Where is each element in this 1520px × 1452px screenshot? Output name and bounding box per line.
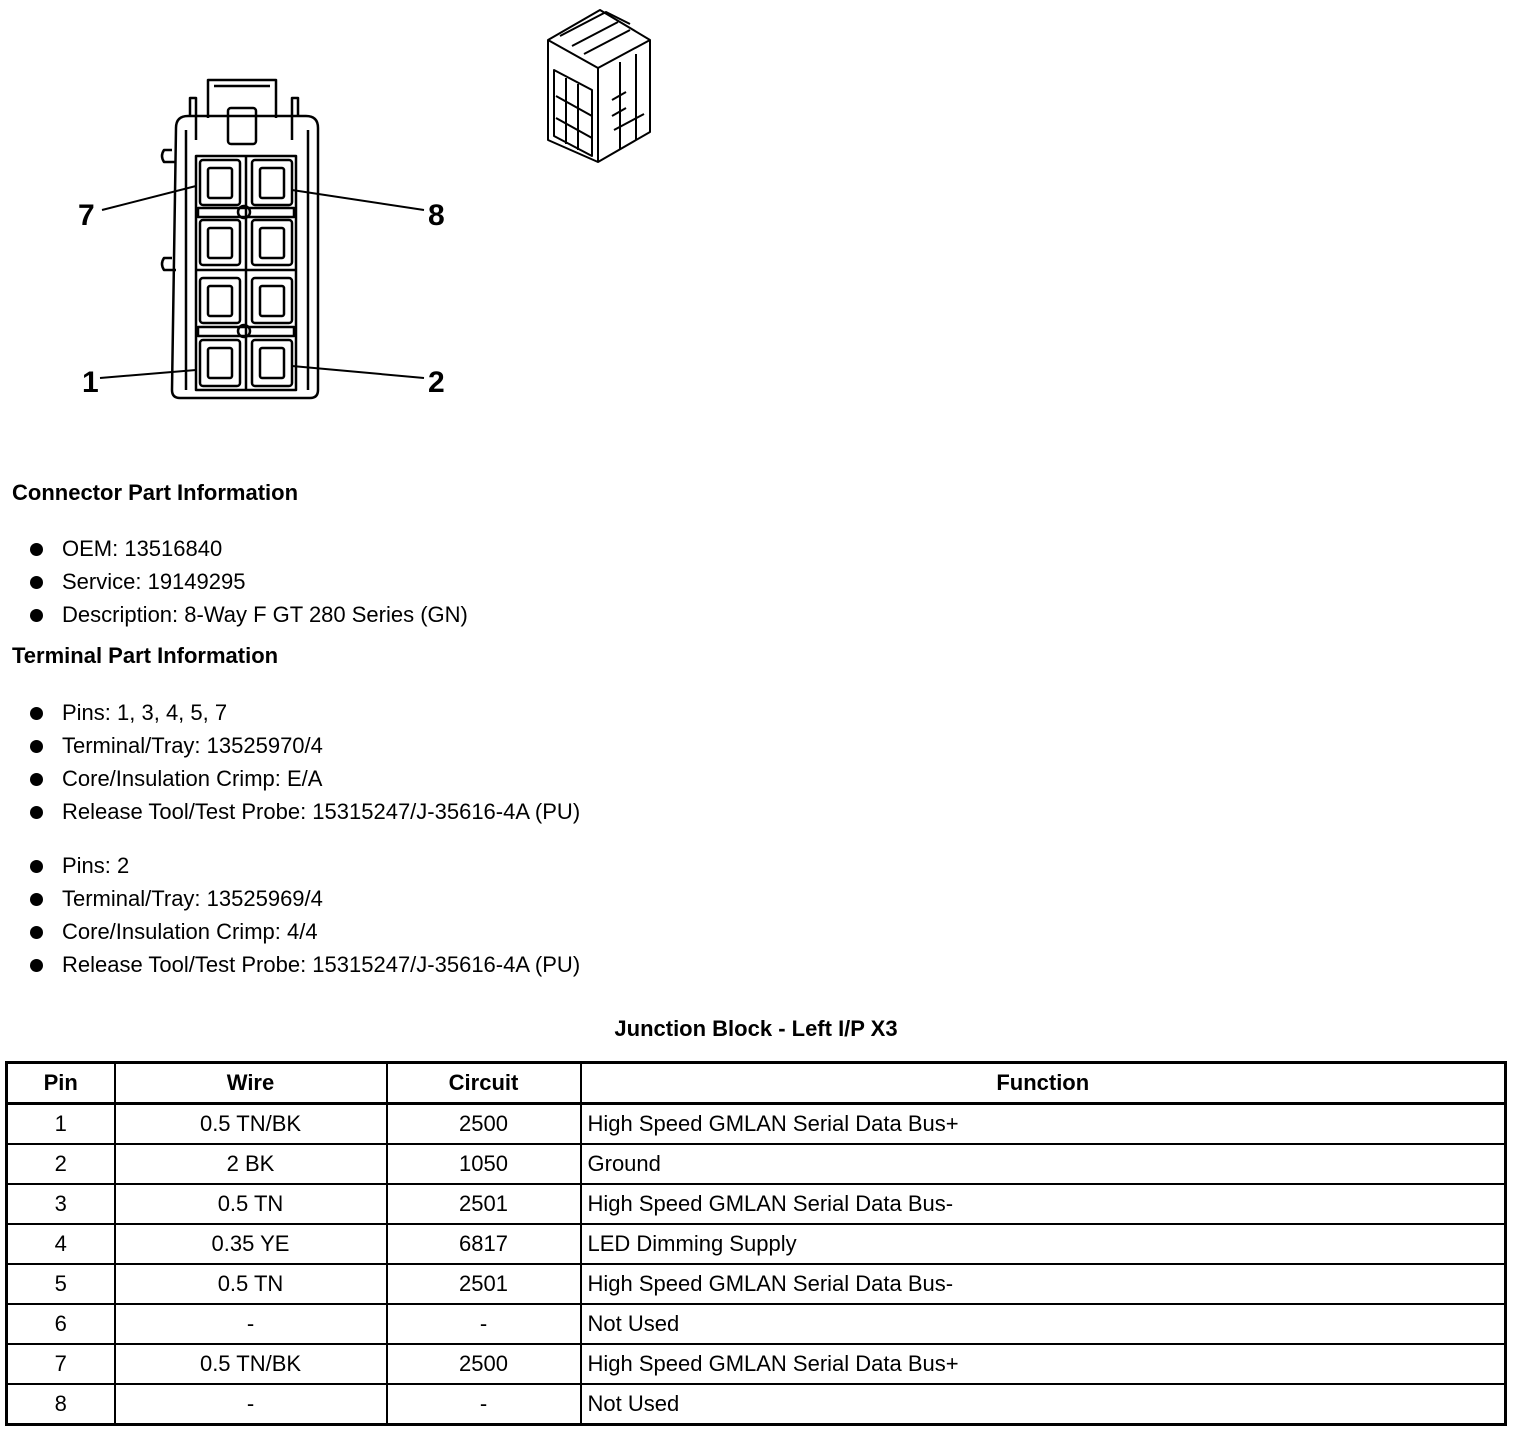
connector-part-info-list: [28, 532, 468, 631]
table-title: Junction Block - Left I/P X3: [614, 1016, 898, 1041]
list-item: Pins: 1, 3, 4, 5, 7: [28, 696, 580, 729]
list-item: OEM: 13516840: [28, 532, 468, 565]
cell-wire: -: [115, 1384, 387, 1425]
list-item: Terminal/Tray: 13525970/4: [28, 729, 580, 762]
connector-part-info-heading: Connector Part Information: [12, 480, 299, 505]
table-header-row: [7, 1063, 1506, 1104]
callout-pin-1: 1: [82, 366, 99, 399]
cell-circuit: 2501: [387, 1264, 581, 1304]
cell-function: Not Used: [581, 1384, 1506, 1425]
cell-pin: 1: [7, 1104, 115, 1145]
cell-pin: 2: [7, 1144, 115, 1184]
cell-circuit: 2500: [387, 1344, 581, 1384]
cell-circuit: 6817: [387, 1224, 581, 1264]
callout-pin-8: 8: [428, 199, 445, 232]
cell-wire: 0.5 TN: [115, 1184, 387, 1224]
table-row: [7, 1264, 1506, 1304]
cell-pin: 7: [7, 1344, 115, 1384]
cell-pin: 4: [7, 1224, 115, 1264]
header-circuit: Circuit: [387, 1063, 581, 1104]
list-item: Terminal/Tray: 13525969/4: [28, 882, 580, 915]
list-item: Release Tool/Test Probe: 15315247/J-35616-4A (PU): [28, 795, 580, 828]
terminal-part-info-list-2: [28, 849, 580, 981]
list-item: Pins: 2: [28, 849, 580, 882]
cell-circuit: 2500: [387, 1104, 581, 1145]
list-item: Release Tool/Test Probe: 15315247/J-35616-4A (PU): [28, 948, 580, 981]
header-wire: Wire: [115, 1063, 387, 1104]
table-row: [7, 1144, 1506, 1184]
list-item: Service: 19149295: [28, 565, 468, 598]
list-item: Core/Insulation Crimp: 4/4: [28, 915, 580, 948]
cell-circuit: 1050: [387, 1144, 581, 1184]
header-pin: Pin: [7, 1063, 115, 1104]
cell-wire: 0.35 YE: [115, 1224, 387, 1264]
cell-pin: 6: [7, 1304, 115, 1344]
list-item: Core/Insulation Crimp: E/A: [28, 762, 580, 795]
cell-circuit: -: [387, 1304, 581, 1344]
table-row: [7, 1384, 1506, 1425]
cell-function: Not Used: [581, 1304, 1506, 1344]
pinout-table: [5, 1061, 1507, 1426]
cell-pin: 8: [7, 1384, 115, 1425]
cell-function: High Speed GMLAN Serial Data Bus-: [581, 1184, 1506, 1224]
table-row: [7, 1104, 1506, 1145]
cell-wire: 0.5 TN/BK: [115, 1104, 387, 1145]
cell-function: High Speed GMLAN Serial Data Bus+: [581, 1344, 1506, 1384]
table-row: [7, 1304, 1506, 1344]
terminal-part-info-heading: Terminal Part Information: [12, 643, 279, 668]
cell-circuit: -: [387, 1384, 581, 1425]
terminal-part-info-list-1: [28, 696, 580, 828]
cell-wire: 0.5 TN: [115, 1264, 387, 1304]
cell-function: High Speed GMLAN Serial Data Bus-: [581, 1264, 1506, 1304]
callout-pin-7: 7: [78, 199, 95, 232]
cell-function: LED Dimming Supply: [581, 1224, 1506, 1264]
list-item: Description: 8-Way F GT 280 Series (GN): [28, 598, 468, 631]
connector-isometric-view: [548, 10, 650, 162]
header-function: Function: [581, 1063, 1506, 1104]
cell-wire: 2 BK: [115, 1144, 387, 1184]
table-row: [7, 1224, 1506, 1264]
cell-function: High Speed GMLAN Serial Data Bus+: [581, 1104, 1506, 1145]
connector-diagram: [0, 0, 700, 420]
cell-pin: 5: [7, 1264, 115, 1304]
cell-circuit: 2501: [387, 1184, 581, 1224]
table-row: [7, 1184, 1506, 1224]
cell-function: Ground: [581, 1144, 1506, 1184]
cell-wire: 0.5 TN/BK: [115, 1344, 387, 1384]
cell-wire: -: [115, 1304, 387, 1344]
cell-pin: 3: [7, 1184, 115, 1224]
table-row: [7, 1344, 1506, 1384]
callout-pin-2: 2: [428, 366, 445, 399]
